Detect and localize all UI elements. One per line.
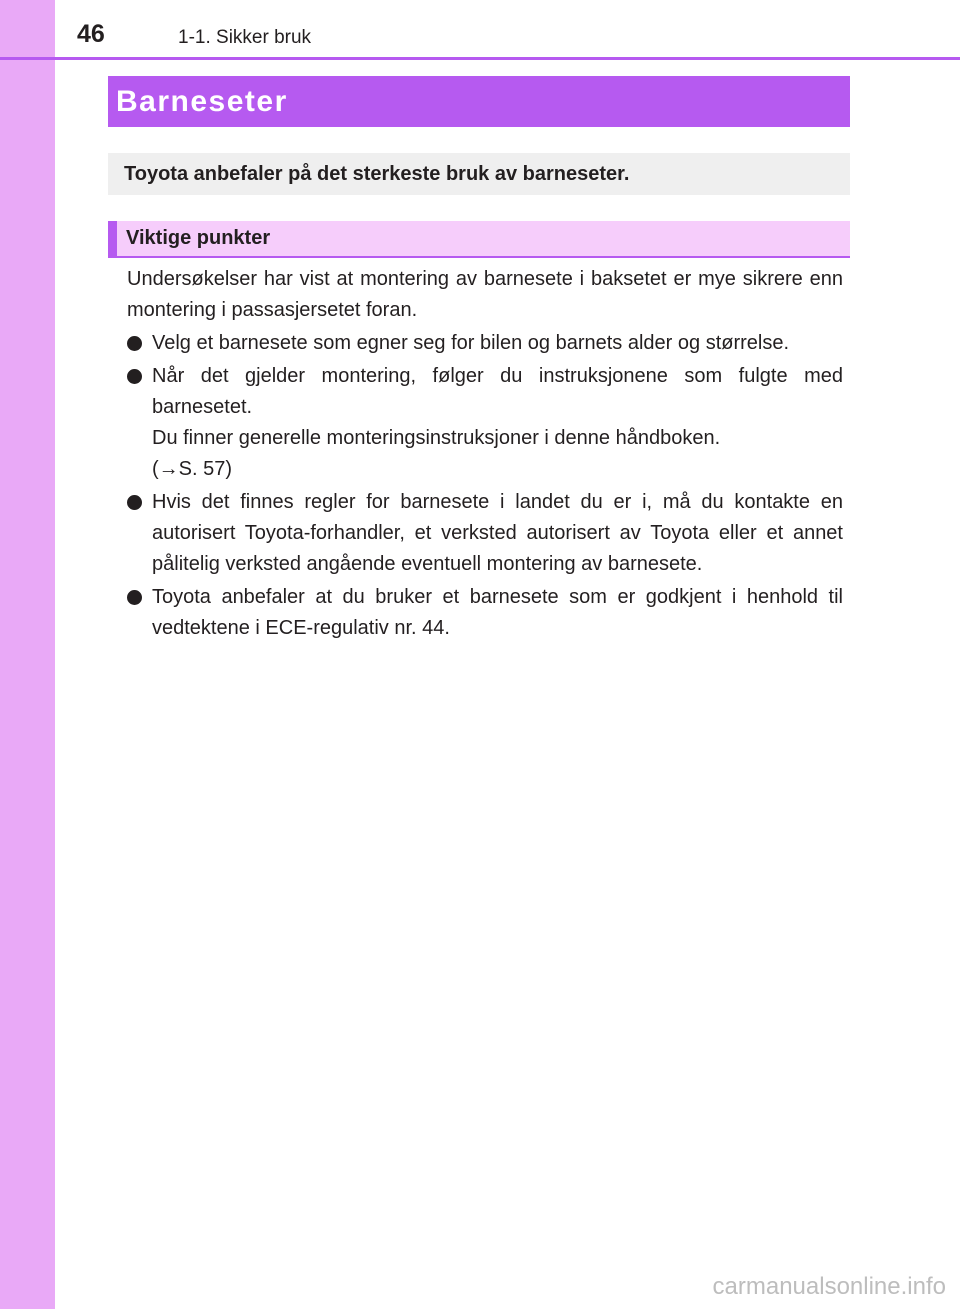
bullet-subtext: Du finner generelle monteringsinstruksjoner i denne håndboken.: [152, 427, 721, 449]
bullet-text: Toyota anbefaler at du bruker et barnesete som er godkjent i henhold til vedtektene i ECE-regulativ nr. 44.: [152, 586, 843, 639]
watermark: carmanualsonline.info: [712, 1273, 946, 1300]
bullet-text: Velg et barnesete som egner seg for bilen og barnets alder og størrelse.: [152, 332, 790, 354]
side-strip: [0, 0, 55, 1309]
bullet-text: Når det gjelder montering, følger du instruksjonene som fulgte med barnesetet.: [152, 365, 843, 418]
section-banner: [108, 76, 850, 127]
header-rule: [0, 57, 960, 60]
bullet-text: Hvis det finnes regler for barnesete i landet du er i, må du kontakte en autorisert Toyota-forhandler, et verksted autorisert av Toyota eller et annet pålitelig verksted angående eventuell montering av barnesete.: [152, 491, 843, 575]
bullet-item: [127, 328, 843, 359]
bullet-dot-icon: [127, 590, 142, 605]
running-header: 1-1. Sikker bruk: [178, 27, 312, 48]
bullet-item: [127, 487, 843, 580]
page-number: 46: [77, 20, 105, 48]
summary-text: Toyota anbefaler på det sterkeste bruk av barneseter.: [124, 162, 630, 185]
section-title: Barneseter: [116, 84, 288, 118]
intro-paragraph: Undersøkelser har vist at montering av barnesete i baksetet er mye sikrere enn montering i passasjersetet foran.: [127, 268, 843, 321]
important-points-heading: [108, 221, 850, 258]
summary-box: [108, 153, 850, 195]
page-reference-link[interactable]: (→S. 57): [152, 458, 233, 480]
bullet-dot-icon: [127, 495, 142, 510]
bullet-item: [127, 361, 843, 485]
bullet-item: [127, 582, 843, 644]
bullet-dot-icon: [127, 336, 142, 351]
important-points-content: [127, 264, 843, 646]
bullet-dot-icon: [127, 369, 142, 384]
important-points-heading-text: Viktige punkter: [126, 227, 271, 249]
